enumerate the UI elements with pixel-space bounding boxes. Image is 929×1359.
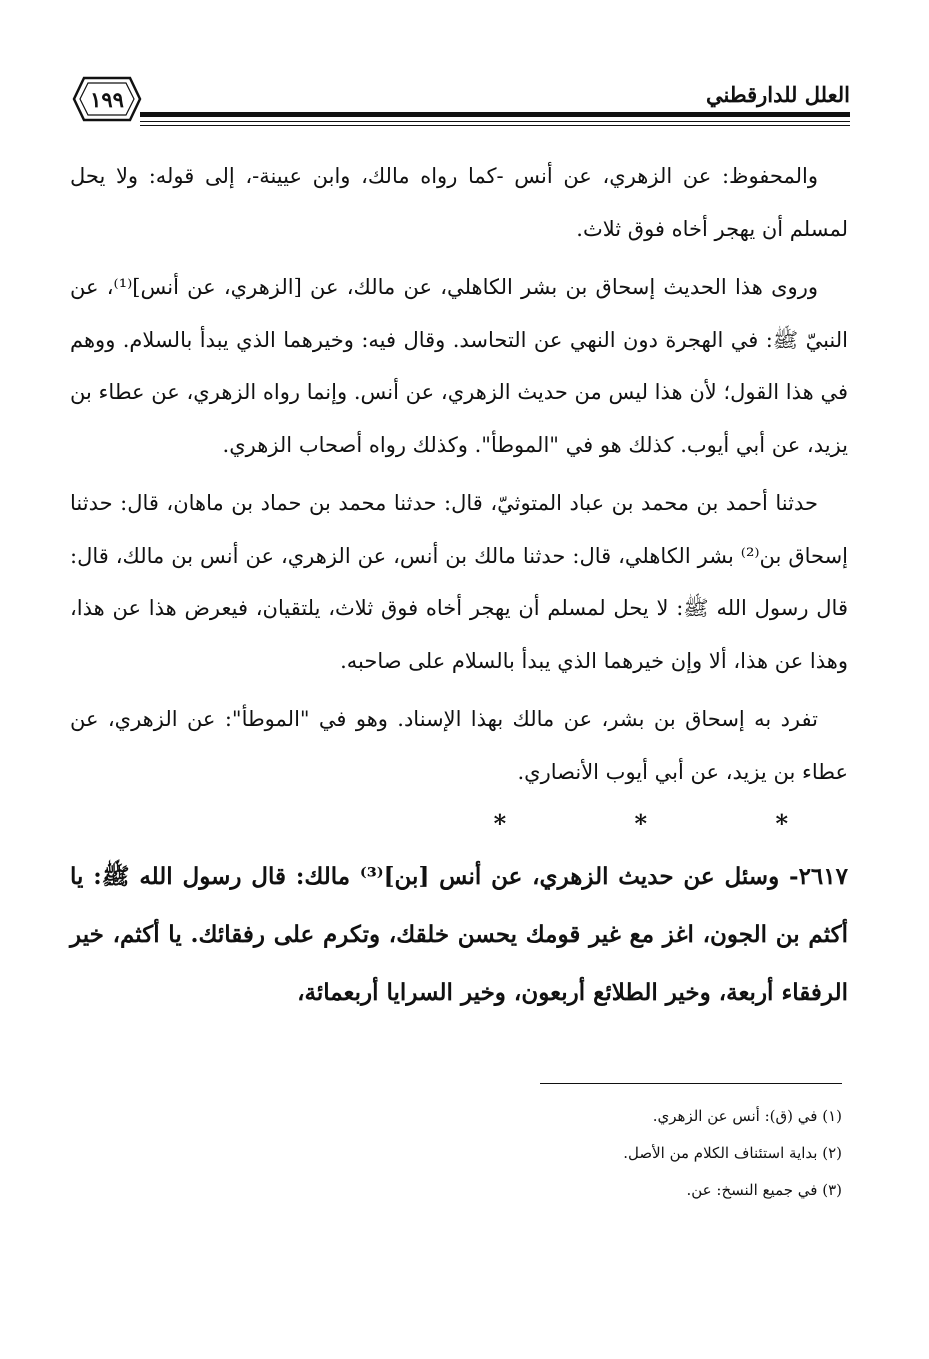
paragraph-4: تفرد به إسحاق بن بشر، عن مالك بهذا الإسناد. وهو في "الموطأ": عن الزهري، عن عطاء بن يزيد، عن أبي أيوب الأنصاري. xyxy=(70,707,848,784)
question-entry: ٢٦١٧- وسئل عن حديث الزهري، عن أنس [بن]⁽³⁾ مالك: قال رسول الله ﷺ: يا أكثم بن الجون، اغز مع غير قومك يحسن خلقك، وتكرم على رفقائك. يا أكثم، خير الرفقاء أربعة، وخير الطلائع أربعون، وخير السرايا أربعمائة، xyxy=(70,863,848,1006)
paragraph-2: وروى هذا الحديث إسحاق بن بشر الكاهلي، عن مالك، عن [الزهري، عن أنس]⁽¹⁾، عن النبيّ ﷺ: في الهجرة دون النهي عن التحاسد. وقال فيه: وخيرهما الذي يبدأ بالسلام. ووهم في هذا القول؛ لأن هذا ليس من حديث الزهري، عن أنس. وإنما رواه الزهري، عن عطاء بن يزيد، عن أبي أيوب. كذلك هو في "الموطأ". وكذلك رواه أصحاب الزهري. xyxy=(70,275,848,457)
page-number-badge xyxy=(72,74,142,124)
footnote-1: (١) في (ق): أنس عن الزهري. xyxy=(652,1107,842,1125)
footnote-2: (٢) بداية استئناف الكلام من الأصل. xyxy=(623,1144,842,1162)
header-rule-thin xyxy=(140,121,850,122)
page-header xyxy=(70,72,850,132)
footnote-3: (٣) في جميع النسخ: عن. xyxy=(686,1181,842,1199)
section-separator: * * * xyxy=(493,809,848,838)
header-rule-thick xyxy=(140,112,850,117)
running-title: العلل للدارقطني xyxy=(706,82,850,107)
paragraph-1: والمحفوظ: عن الزهري، عن أنس -كما رواه مالك، وابن عيينة-، إلى قوله: ولا يحل لمسلم أن يهجر أخاه فوق ثلاث. xyxy=(70,164,848,241)
paragraph-3: حدثنا أحمد بن محمد بن عباد المتوثيّ، قال: حدثنا محمد بن حماد بن ماهان، قال: حدثنا إسحاق بن⁽²⁾ بشر الكاهلي، قال: حدثنا مالك بن أنس، عن الزهري، عن أنس بن مالك، قال: قال رسول الله ﷺ: لا يحل لمسلم أن يهجر أخاه فوق ثلاث، يلتقيان، فيعرض هذا عن هذا، وهذا عن هذا، ألا وإن خيرهما الذي يبدأ بالسلام على صاحبه. xyxy=(70,491,848,673)
main-text xyxy=(70,150,848,1028)
footnotes xyxy=(70,1098,842,1209)
page-number: ١٩٩ xyxy=(90,86,124,112)
header-rule-thin-second xyxy=(140,125,850,126)
footnote-separator xyxy=(540,1083,842,1084)
